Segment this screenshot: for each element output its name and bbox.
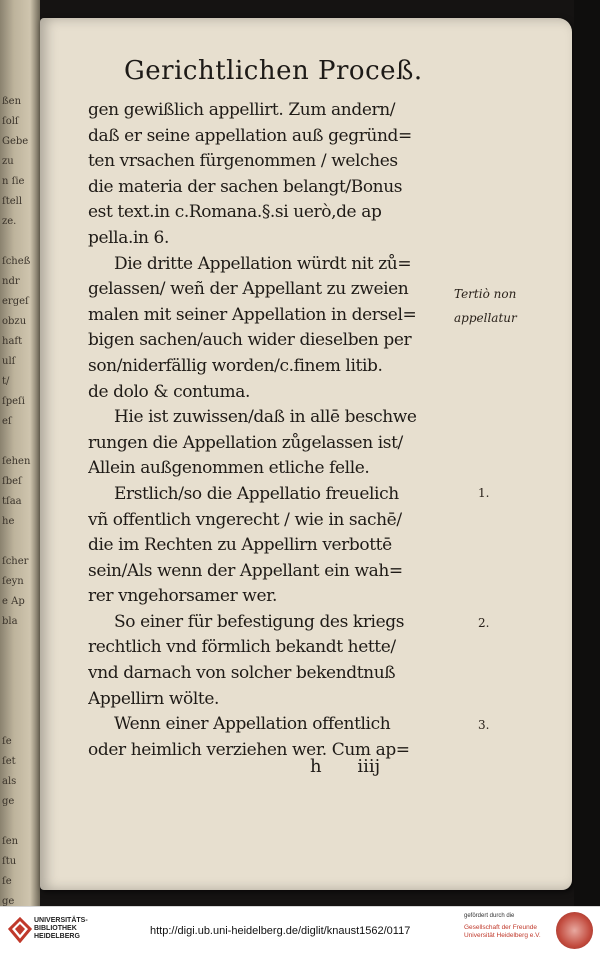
margin-number-3: 3. (478, 718, 490, 732)
text-line: rechtlich vnd förmlich bekandt hette/ (88, 637, 396, 658)
text-line: oder heimlich verziehen wer. Cum ap= (88, 739, 410, 760)
text-line: rungen die Appellation zůgelassen ist/ (88, 432, 403, 453)
facing-page-fragment: ſeyn (2, 576, 24, 587)
facing-page-fragment: haft (2, 336, 23, 347)
society-seal-icon (556, 912, 593, 949)
catchword-line (310, 756, 380, 777)
facing-page-fragment: ulſ (2, 356, 16, 367)
text-line: Appellirn wölte. (88, 688, 220, 709)
text-line: malen mit seiner Appellation in dersel= (88, 304, 417, 325)
footer-bar (0, 906, 600, 954)
library-name[interactable]: UNIVERSITÄTS- BIBLIOTHEK HEIDELBERG (34, 917, 88, 940)
text-line: rer vngehorsamer wer. (88, 586, 277, 607)
facing-page-fragment: ze. (2, 216, 17, 227)
text-line: Die dritte Appellation würdt nit zů= (114, 253, 412, 274)
text-line: de dolo & contuma. (88, 381, 251, 402)
facing-page-fragment: bla (2, 616, 18, 627)
funded-by-label: gefördert durch die (464, 913, 515, 919)
facing-page-fragment: t/ (2, 376, 10, 387)
text-line: Hie ist zuwissen/daß in allē beschwe (114, 407, 417, 428)
facing-page-fragment: ge (2, 896, 15, 906)
facing-page-fragment: ſbeſ (2, 476, 22, 487)
margin-note-tertio-1: Tertiò non (454, 287, 517, 301)
facing-page-fragment: ſehen (2, 456, 31, 467)
text-line: gen gewißlich appellirt. Zum andern/ (88, 100, 396, 120)
facing-page-fragment: Gebe (2, 136, 29, 147)
facing-page-edge (0, 0, 40, 906)
facing-page-fragment: ergeſ (2, 296, 29, 307)
facing-page-fragment: als (2, 776, 17, 787)
facing-page-fragment: ſe (2, 736, 12, 747)
facing-page-fragment: ſen (2, 836, 19, 847)
text-line: pella.in 6. (88, 227, 169, 248)
text-line: Wenn einer Appellation offentlich (114, 714, 391, 735)
facing-page-fragment: ſcher (2, 556, 29, 567)
margin-note-tertio-2: appellatur (454, 311, 517, 325)
facing-page-fragment: n ſie (2, 176, 25, 187)
facing-page-fragment: zu (2, 156, 14, 167)
facing-page-fragment: ndr (2, 276, 20, 287)
facing-page-fragment: ge (2, 796, 15, 807)
page-text-body (88, 98, 468, 763)
text-line: vñ offentlich vngerecht / wie in sachē/ (88, 509, 402, 530)
signature-page: iiij (357, 756, 381, 777)
facing-page-fragment: e Ap (2, 596, 25, 607)
facing-page-fragment: ſolſ (2, 116, 19, 127)
text-line: Allein außgenommen etliche felle. (88, 458, 370, 479)
scanned-page (40, 18, 572, 890)
text-line: So einer für befestigung des kriegs (114, 611, 405, 632)
facing-page-fragment: ſe (2, 876, 12, 887)
facing-page-fragment: ſpeſi (2, 396, 25, 407)
running-head: Gerichtlichen Proceß. (124, 56, 423, 86)
margin-number-1: 1. (478, 486, 490, 500)
facing-page-fragment: ſtell (2, 196, 23, 207)
facing-page-fragment: ßen (2, 96, 22, 107)
facing-page-fragment: ſet (2, 756, 16, 767)
facing-page-fragment: ſtu (2, 856, 17, 867)
text-line: vnd darnach von solcher bekendtnuß (88, 663, 396, 684)
text-line: die im Rechten zu Appellirn verbottē (88, 535, 392, 556)
text-line: son/niderfällig worden/c.finem litib. (88, 355, 383, 376)
funder-name[interactable]: Gesellschaft der Freunde Universität Heidelberg e.V. (464, 924, 541, 939)
text-line: sein/Als wenn der Appellant ein wah= (88, 560, 403, 581)
margin-number-2: 2. (478, 616, 490, 630)
text-line: daß er seine appellation auß gegründ= (88, 125, 412, 146)
text-line: ten vrsachen fürgenommen / welches (88, 151, 398, 172)
facing-page-fragment: he (2, 516, 15, 527)
text-line: Erstlich/so die Appellatio freuelich (114, 483, 399, 504)
signature-mark: h (310, 756, 322, 777)
text-line: die materia der sachen belangt/Bonus (88, 176, 403, 197)
facing-page-fragment: obzu (2, 316, 27, 327)
page-permalink[interactable]: http://digi.ub.uni-heidelberg.de/diglit/knaust1562/0117 (150, 925, 411, 937)
text-line: est text.in c.Romana.§.si uerò,de ap (88, 202, 382, 223)
library-logo-icon[interactable] (8, 917, 32, 943)
facing-page-fragment: ſcheß (2, 256, 31, 267)
facing-page-fragment: eſ (2, 416, 12, 427)
viewer-margin-right (574, 0, 600, 906)
text-line: gelassen/ weñ der Appellant zu zweien (88, 279, 409, 300)
facing-page-fragment: tſaa (2, 496, 22, 507)
text-line: bigen sachen/auch wider dieselben per (88, 330, 412, 351)
